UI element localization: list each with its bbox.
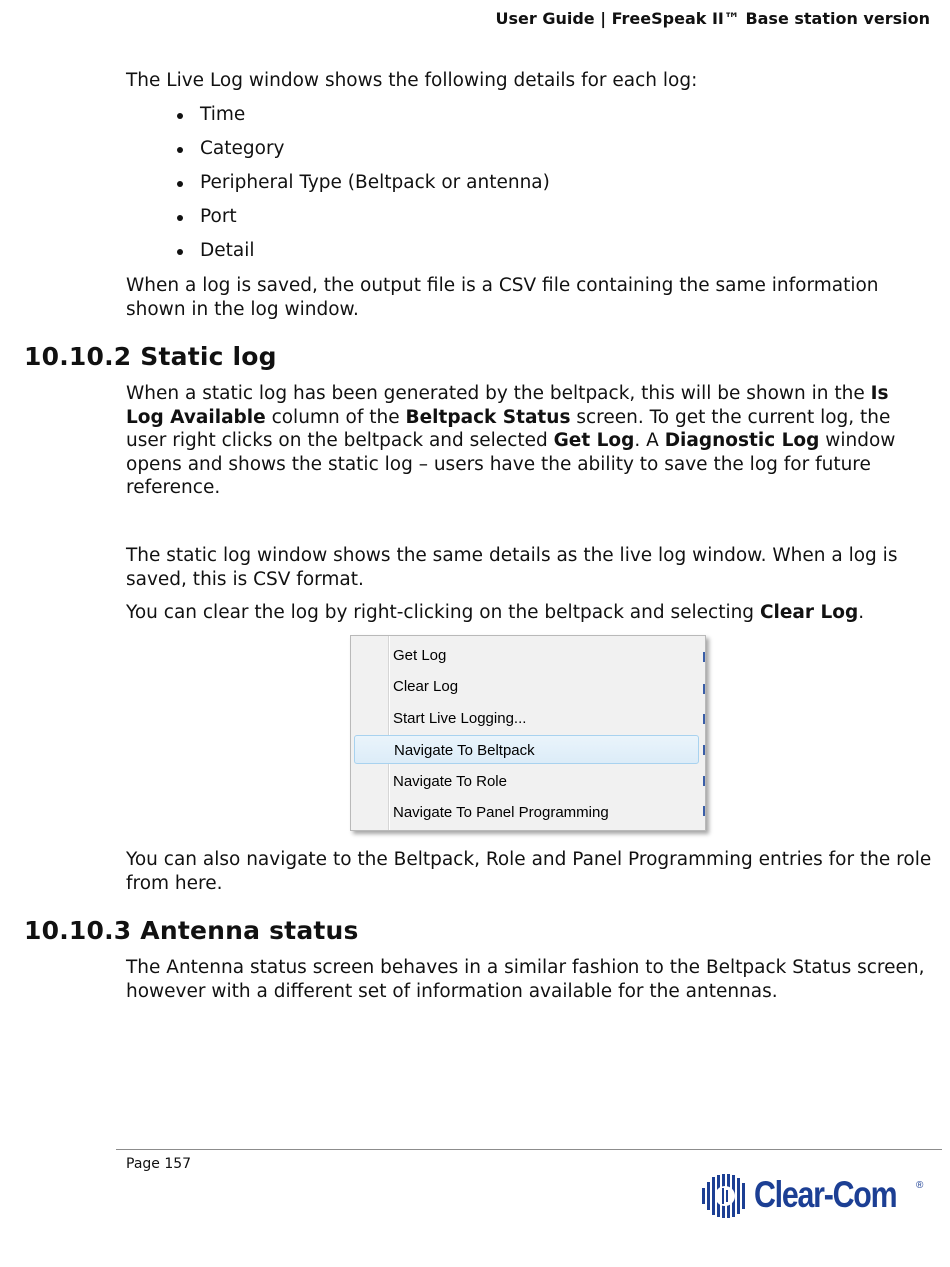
page-number: Page 157 xyxy=(126,1156,192,1172)
static-log-paragraph: When a static log has been generated by the beltpack, this will be shown in the Is Log Available column of the Beltpack Status screen. To get the current log, the user right clicks on the beltpack and selected Get Log. A Diagnostic Log window opens and shows the static log – users have the ability to save the log for future reference. xyxy=(126,383,896,498)
logo-registered-mark: ® xyxy=(916,1180,924,1191)
list-item: Port xyxy=(126,204,550,238)
clear-com-logo-icon xyxy=(702,1172,752,1222)
static-log-format-note: The static log window shows the same details as the live log window. When a log is saved, this is CSV format. xyxy=(126,545,898,590)
menu-item-navigate-to-beltpack[interactable]: Navigate To Beltpack xyxy=(354,735,699,764)
page-header: User Guide | FreeSpeak II™ Base station version xyxy=(495,9,930,28)
list-item: Peripheral Type (Beltpack or antenna) xyxy=(126,170,550,204)
background-grid-edge xyxy=(703,806,710,816)
section-heading-static-log: 10.10.2 Static log xyxy=(24,342,277,371)
beltpack-context-menu xyxy=(350,635,706,831)
clear-log-instruction: You can clear the log by right-clicking on the beltpack and selecting Clear Log. xyxy=(126,602,865,623)
live-log-save-note: When a log is saved, the output file is a CSV file containing the same information shown in the log window. xyxy=(126,275,879,320)
menu-item-clear-log[interactable]: Clear Log xyxy=(393,678,459,695)
antenna-status-paragraph: The Antenna status screen behaves in a similar fashion to the Beltpack Status screen, however with a different set of information available for the antennas. xyxy=(126,957,925,1002)
menu-item-get-log[interactable]: Get Log xyxy=(393,647,447,664)
logo-wordmark: Clear-Com xyxy=(754,1174,897,1215)
list-item: Detail xyxy=(126,238,550,272)
background-grid-edge xyxy=(703,714,710,724)
clear-com-logo xyxy=(702,1172,932,1222)
menu-item-navigate-to-panel-programming[interactable]: Navigate To Panel Programming xyxy=(393,804,609,821)
list-item: Time xyxy=(126,102,550,136)
live-log-intro: The Live Log window shows the following details for each log: xyxy=(126,70,698,91)
section-heading-antenna-status: 10.10.3 Antenna status xyxy=(24,916,359,945)
live-log-details-list xyxy=(126,102,550,272)
menu-item-start-live-logging[interactable]: Start Live Logging... xyxy=(393,710,527,727)
navigate-note: You can also navigate to the Beltpack, Role and Panel Programming entries for the role from here. xyxy=(126,849,932,894)
background-grid-edge xyxy=(703,652,710,662)
background-grid-edge xyxy=(703,745,710,755)
menu-item-navigate-to-role[interactable]: Navigate To Role xyxy=(393,773,507,790)
footer-divider xyxy=(116,1149,942,1150)
background-grid-edge xyxy=(703,776,710,786)
background-grid-edge xyxy=(703,684,710,694)
list-item: Category xyxy=(126,136,550,170)
